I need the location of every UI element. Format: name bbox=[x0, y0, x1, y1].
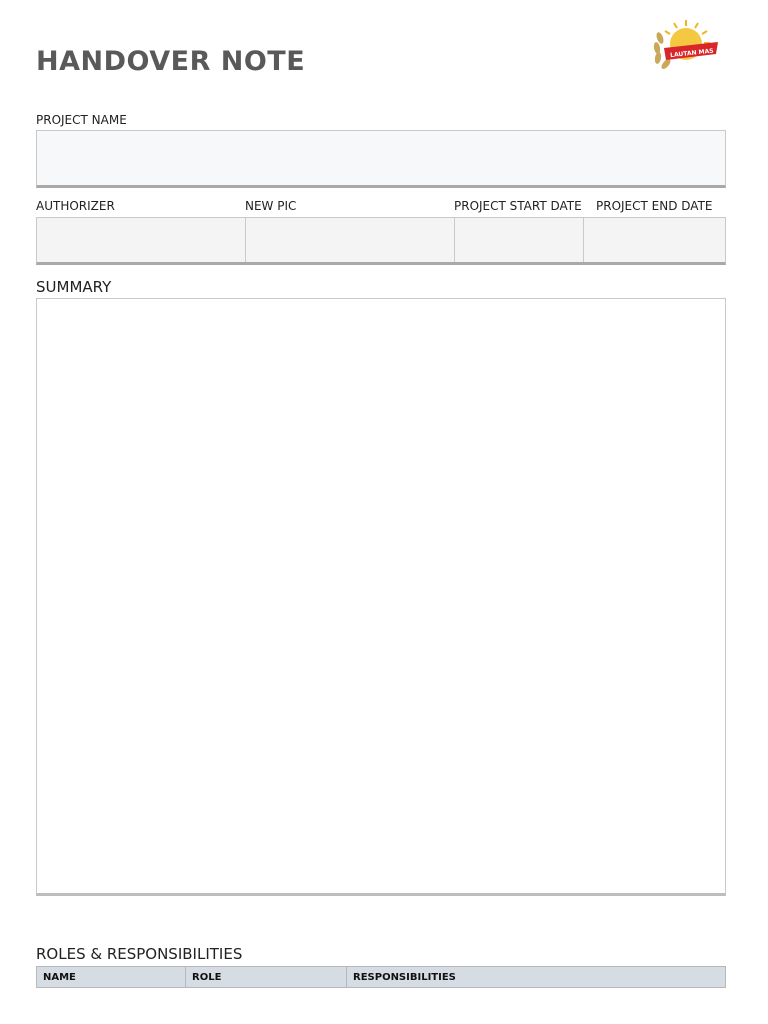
details-row bbox=[36, 217, 726, 265]
project-start-date-field[interactable] bbox=[455, 218, 584, 262]
summary-field[interactable] bbox=[36, 298, 726, 896]
project-name-field[interactable] bbox=[36, 130, 726, 188]
page-title: HANDOVER NOTE bbox=[36, 46, 306, 77]
new-pic-field[interactable] bbox=[246, 218, 455, 262]
name-column-header: NAME bbox=[37, 967, 186, 988]
authorizer-field[interactable] bbox=[37, 218, 246, 262]
roles-table bbox=[36, 966, 726, 988]
roles-heading: ROLES & RESPONSIBILITIES bbox=[36, 945, 243, 963]
logo-text: LAUTAN MAS bbox=[669, 47, 714, 60]
project-end-date-field[interactable] bbox=[584, 218, 725, 262]
project-name-label: PROJECT NAME bbox=[36, 113, 127, 127]
project-start-date-label: PROJECT START DATE bbox=[454, 199, 582, 213]
authorizer-label: AUTHORIZER bbox=[36, 199, 115, 213]
company-logo bbox=[646, 16, 722, 72]
role-column-header: ROLE bbox=[186, 967, 347, 988]
summary-heading: SUMMARY bbox=[36, 278, 112, 296]
responsibilities-column-header: RESPONSIBILITIES bbox=[347, 967, 726, 988]
project-end-date-label: PROJECT END DATE bbox=[596, 199, 713, 213]
new-pic-label: NEW PIC bbox=[245, 199, 297, 213]
